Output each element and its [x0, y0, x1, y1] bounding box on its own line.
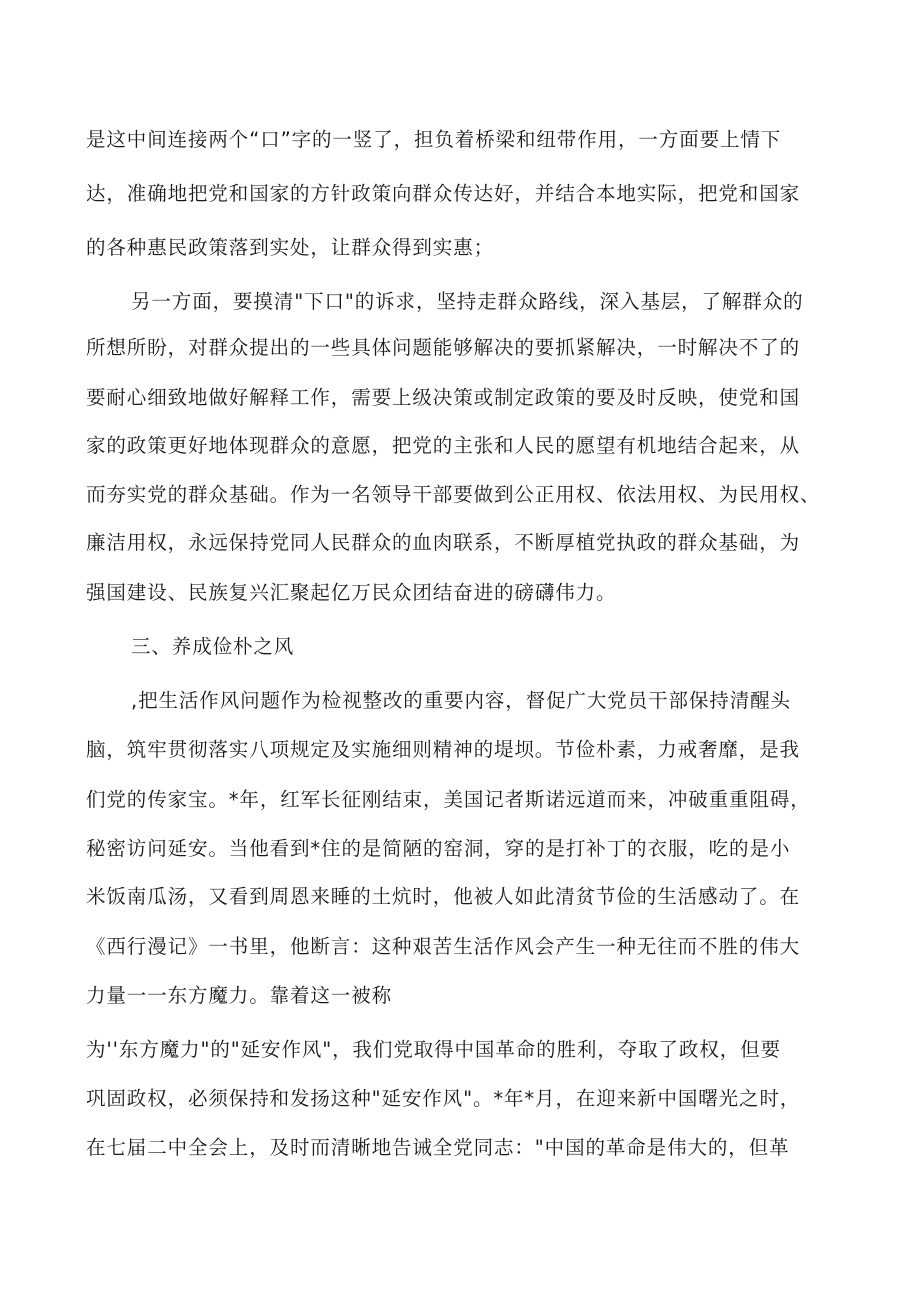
- paragraph-line: 是这中间连接两个“口”字的一竖了，担负着桥梁和纽带作用，一方面要上情下: [86, 128, 782, 151]
- paragraph-line: 巩固政权，必须保持和发扬这种"延安作风"。*年*月，在迎来新中国曙光之时，: [86, 1087, 801, 1110]
- paragraph-line: 廉洁用权，永远保持党同人民群众的血肉联系，不断厚植党执政的群众基础，为: [86, 531, 801, 554]
- paragraph-line: 秘密访问延安。当他看到*住的是简陋的窑洞，穿的是打补丁的衣服，吃的是小: [86, 837, 791, 860]
- paragraph-line: 米饭南瓜汤，又看到周恩来睡的土炕时，他被人如此清贫节俭的生活感动了。在: [86, 885, 801, 908]
- paragraph-line: 《西行漫记》一书里，他断言：这种艰苦生活作风会产生一种无往而不胜的伟大: [86, 935, 801, 958]
- paragraph-line: 强国建设、民族复兴汇聚起亿万民众团结奋进的磅礴伟力。: [86, 581, 617, 604]
- paragraph-line: 另一方面，要摸清"下口"的诉求，坚持走群众路线，深入基层，了解群众的: [131, 290, 804, 313]
- paragraph-line: 要耐心细致地做好解释工作，需要上级决策或制定政策的要及时反映，使党和国: [86, 386, 801, 409]
- section-heading: 三、养成俭朴之风: [131, 635, 295, 658]
- paragraph-line: ,把生活作风问题作为检视整改的重要内容，督促广大党员干部保持清醒头: [131, 689, 791, 712]
- paragraph-line: 力量一一东方魔力。靠着这一被称: [86, 984, 393, 1007]
- paragraph-line: 而夯实党的群众基础。作为一名领导干部要做到公正用权、依法用权、为民用权、: [86, 483, 821, 506]
- paragraph-line: 达，准确地把党和国家的方针政策向群众传达好，并结合本地实际，把党和国家: [86, 182, 801, 205]
- paragraph-line: 们党的传家宝。*年，红军长征刚结束，美国记者斯诺远道而来，冲破重重阻碍，: [86, 788, 811, 811]
- paragraph-line: 家的政策更好地体现群众的意愿，把党的主张和人民的愿望有机地结合起来，从: [86, 434, 801, 457]
- paragraph-line: 的各种惠民政策落到实处，让群众得到实惠；: [86, 236, 495, 259]
- paragraph-line: 在七届二中全会上，及时而清晰地告诫全党同志："中国的革命是伟大的，但革: [86, 1136, 790, 1159]
- paragraph-line: 脑，筑牢贯彻落实八项规定及实施细则精神的堤坝。节俭朴素，力戒奢靡，是我: [86, 738, 801, 761]
- paragraph-line: 所想所盼，对群众提出的一些具体问题能够解决的要抓紧解决，一时解决不了的: [86, 336, 801, 359]
- paragraph-line: 为''东方魔力"的"延安作风"，我们党取得中国革命的胜利，夺取了政权，但要: [86, 1038, 781, 1061]
